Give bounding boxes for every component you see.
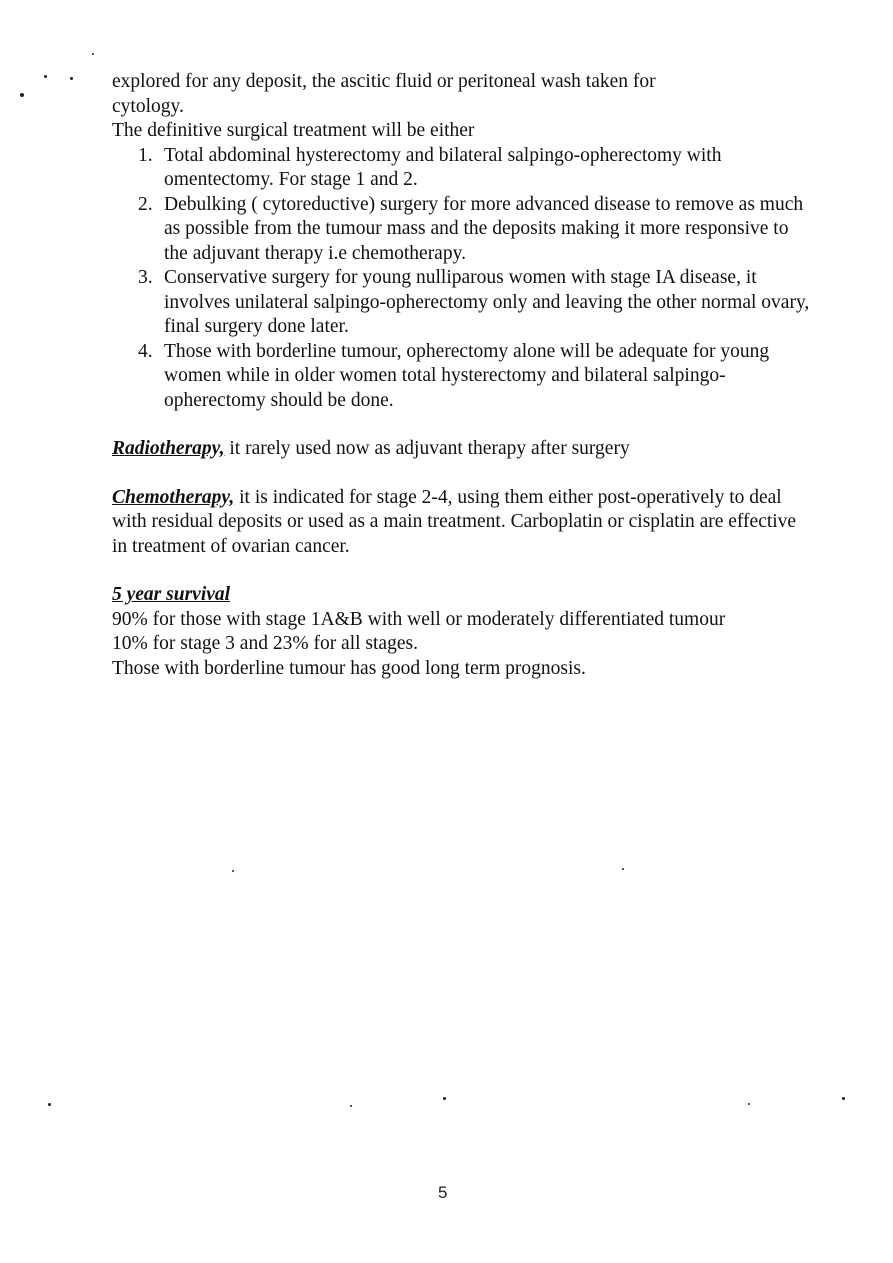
survival-line: Those with borderline tumour has good long term prognosis. — [112, 657, 586, 679]
radiotherapy-paragraph — [112, 437, 812, 462]
intro-line-2: cytology. — [112, 95, 184, 117]
list-item-number: 4. — [138, 340, 153, 362]
list-item-text: Total abdominal hysterectomy and bilateral salpingo-opherectomy with omentectomy. For stage 1 and 2. — [164, 144, 722, 190]
list-item-number: 2. — [138, 193, 153, 215]
spacer — [112, 462, 812, 486]
list-item-number: 3. — [138, 267, 153, 288]
list-item-number: 1. — [138, 144, 153, 166]
body-text — [112, 70, 812, 681]
surgical-treatment-list — [112, 144, 812, 414]
scan-speck — [622, 868, 624, 870]
page-number: 5 — [438, 1183, 448, 1202]
chemotherapy-heading: Chemotherapy, — [112, 486, 235, 508]
chemotherapy-paragraph — [112, 486, 812, 560]
list-item-text: Debulking ( cytoreductive) surgery for more advanced disease to remove as much as possible from the tumour mass and the deposits making it more responsive to the adjuvant therapy i.e chemotherapy. — [164, 193, 804, 264]
surgical-lead: The definitive surgical treatment will be either — [112, 120, 475, 141]
spacer — [112, 559, 812, 583]
radiotherapy-heading: Radiotherapy, — [112, 438, 225, 459]
survival-line: 10% for stage 3 and 23% for all stages. — [112, 633, 418, 654]
list-item-text: Conservative surgery for young nulliparous women with stage IA disease, it involves unilateral salpingo-opherectomy only and leaving the other normal ovary, final surgery done later. — [164, 267, 810, 337]
scan-speck — [350, 1105, 352, 1107]
list-item — [138, 266, 812, 340]
scan-speck — [232, 870, 234, 872]
scan-speck — [70, 77, 73, 80]
survival-line: 90% for those with stage 1A&B with well or moderately differentiated tumour — [112, 608, 726, 630]
chemotherapy-text: it is indicated for stage 2-4, using them either post-operatively to deal with residual deposits or used as a main treatment. Carboplatin or cisplatin are effective in treatment of ovarian cancer. — [112, 486, 797, 557]
spacer — [112, 413, 812, 437]
list-item-text: Those with borderline tumour, opherectomy alone will be adequate for young women while in older women total hysterectomy and bilateral salpingo-opherectomy should be done. — [164, 340, 770, 411]
radiotherapy-text: it rarely used now as adjuvant therapy after surgery — [224, 438, 630, 459]
list-item — [138, 193, 812, 267]
list-item — [138, 340, 812, 414]
scan-speck — [20, 93, 24, 97]
scan-speck — [44, 75, 47, 78]
scan-speck — [748, 1103, 750, 1105]
intro-line-1: explored for any deposit, the ascitic fluid or peritoneal wash taken for — [112, 71, 656, 92]
scan-speck — [92, 53, 94, 55]
list-item — [138, 144, 812, 193]
scan-speck — [48, 1103, 51, 1106]
survival-heading-text: 5 year survival — [112, 584, 231, 605]
scan-speck — [443, 1097, 446, 1100]
scan-speck — [842, 1097, 845, 1100]
survival-heading — [112, 583, 812, 608]
